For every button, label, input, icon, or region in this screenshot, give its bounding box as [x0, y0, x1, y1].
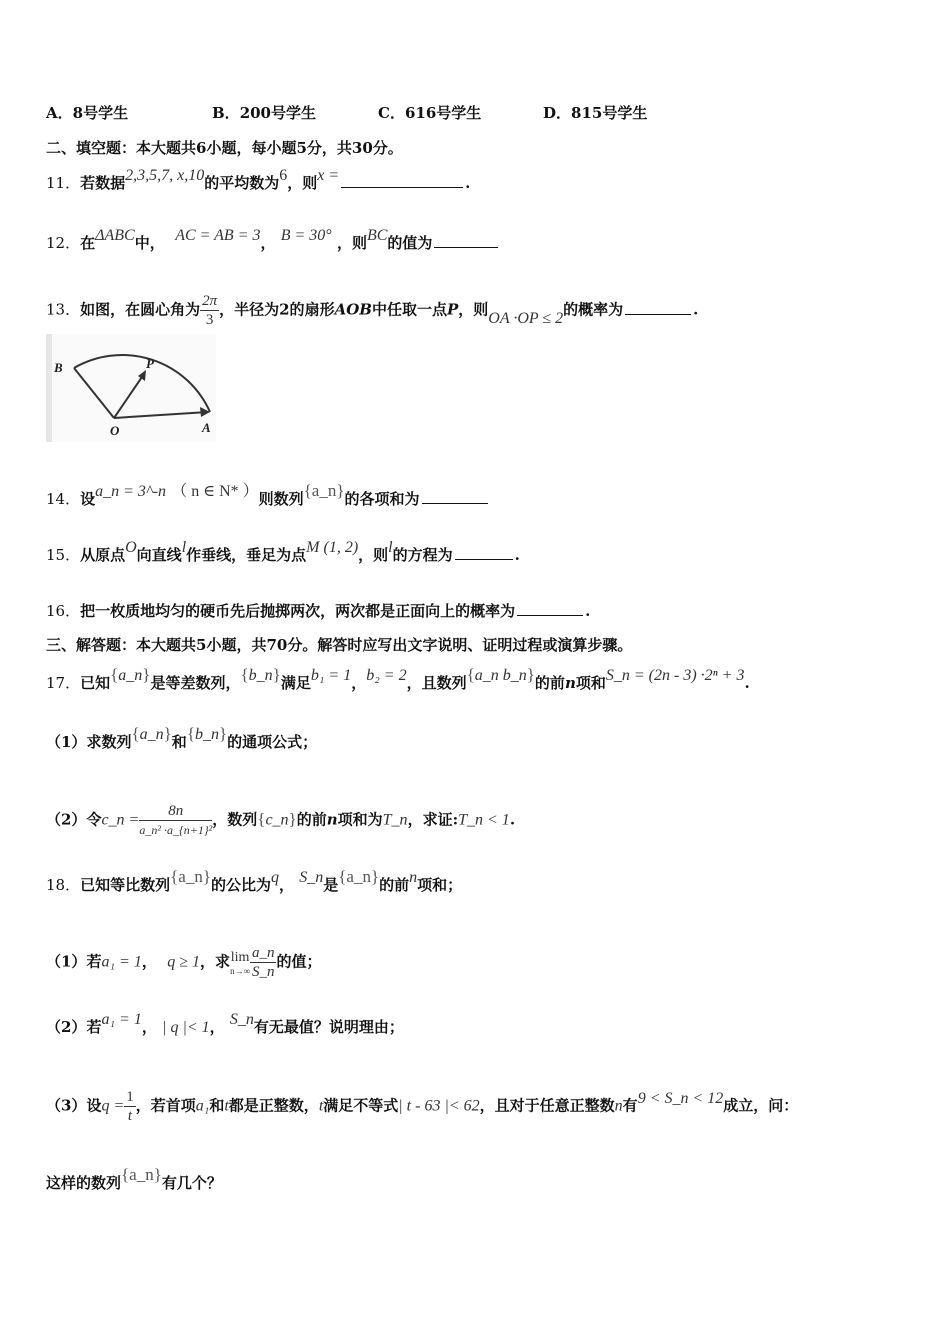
- question-14: 14．设a_n = 3^-n （ n ∈ N* ）则数列{a_n}的各项和为: [46, 486, 490, 509]
- label-p: P: [146, 356, 154, 371]
- q18-part-1: （1）若a₁ = 1， q ≥ 1，求 lim n→∞ $\frac{a\_n}{S\_n}$ 的值；: [46, 945, 322, 980]
- q18-part-3-continued: 这样的数列{a_n}有几个？: [46, 1165, 222, 1192]
- angle-fraction: $\frac{2\pi}{3}$: [202, 293, 218, 328]
- question-13: 13．如图，在圆心角为 $\frac{2\pi}{3}$ ，半径为2的扇形AOB中任取一点P，则OA ·OP ≤ 2的概率为 .: [46, 293, 699, 328]
- question-16: 16．把一枚质地均匀的硬币先后抛掷两次，两次都是正面向上的概率为 .: [46, 602, 591, 620]
- question-12: 12．在ΔABC中， AC = AB = 3， B = 30° ，则BC的值为: [46, 232, 500, 253]
- label-a: A: [202, 420, 211, 435]
- question-17: 17．已知{a_n}是等差数列，{b_n}满足b₁ = 1，b₂ = 2，且数列{a_n b_n}的前n项和S_n = (2n - 3) ·2ⁿ + 3.: [46, 665, 750, 692]
- choice-c: C．616号学生: [378, 104, 482, 122]
- question-18: 18．已知等比数列{a_n}的公比为q， S_n是{a_n}的前n项和；: [46, 867, 463, 894]
- question-11: 11．若数据2,3,5,7, x,10的平均数为6，则x = .: [46, 167, 471, 192]
- q18-part-2: （2）若a₁ = 1， | q |< 1， S_n有无最值？说明理由；: [46, 1011, 404, 1036]
- section2-header: 二、填空题：本大题共6小题，每小题5分，共30分。: [46, 139, 403, 157]
- figure-background: [46, 334, 216, 442]
- choice-a: A．8号学生: [46, 104, 129, 122]
- choice-b: B．200号学生: [212, 104, 316, 122]
- cn-fraction: $\frac{8n}{\text{a\_n² ·a\_\{n+1\}²}}$: [139, 803, 213, 837]
- choice-d: D．815号学生: [543, 104, 648, 122]
- figure-left-shade: [46, 334, 52, 442]
- q18-part-3: （3）设q = $\frac{1}{t}$ ，若首项a₁和t都是正整数，t满足不等式| t - 63 |< 62，且对于任意正整数n有9 < S_n < 12成立，问：: [46, 1089, 799, 1124]
- limit-fraction: $\frac{a\_n}{S\_n}$: [251, 945, 275, 980]
- question-15: 15．从原点O向直线l作垂线，垂足为点M (1, 2)，则l的方程为 .: [46, 539, 520, 564]
- label-o: O: [110, 423, 120, 438]
- sector-figure: [46, 334, 216, 442]
- q-fraction: $\frac{1}{t}$: [126, 1089, 134, 1124]
- limit-symbol: lim n→∞: [230, 949, 250, 976]
- q17-part-1: （1）求数列{a_n}和{b_n}的通项公式；: [46, 724, 318, 751]
- label-b: B: [54, 360, 63, 375]
- section3-header: 三、解答题：本大题共5小题，共70分。解答时应写出文字说明、证明过程或演算步骤。: [46, 636, 633, 654]
- q17-part-2: （2）令c_n = $\frac{8n}{\text{a\_n² ·a\_\{n+1\}²}}$ ，数列{c_n}的前n项和为T_n，求证:T_n < 1.: [46, 803, 516, 837]
